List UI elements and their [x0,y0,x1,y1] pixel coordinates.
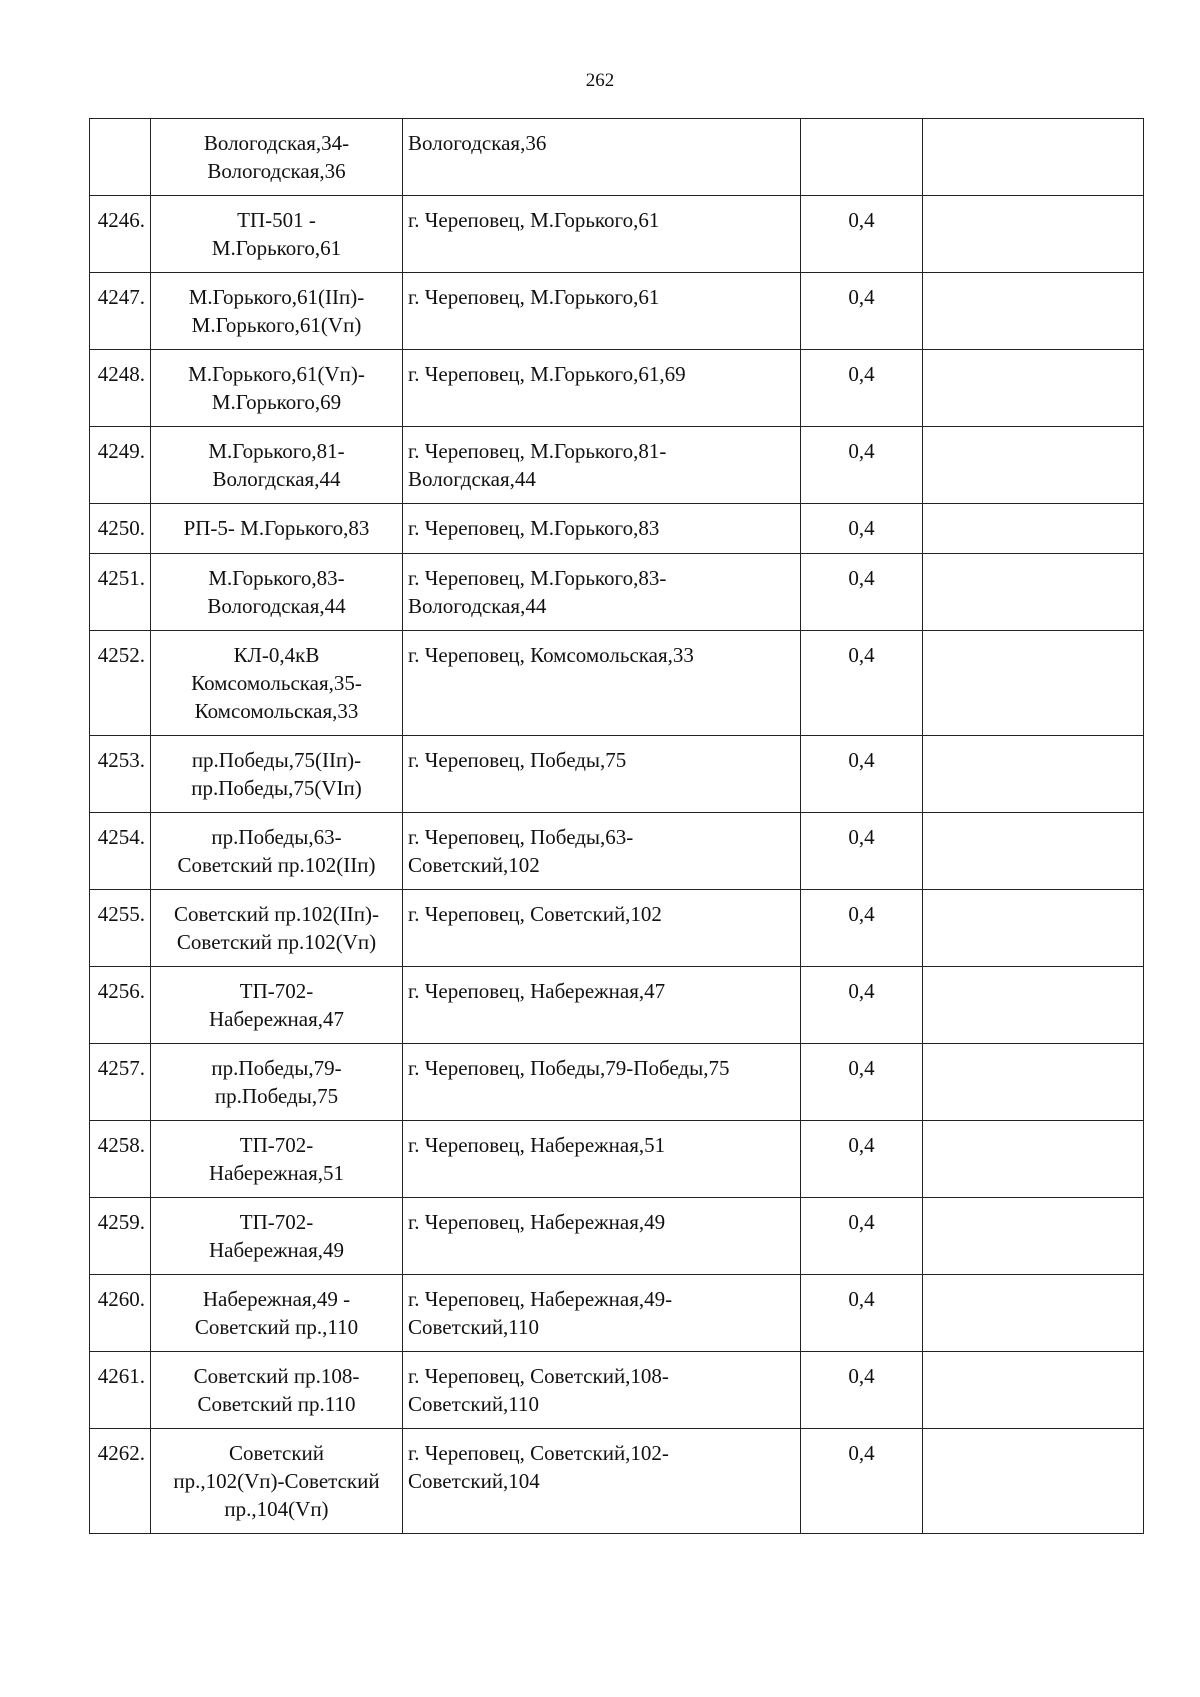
line-voltage: 0,4 [801,631,923,736]
line-name-part: пр.Победы,75(IIп)- [191,748,362,772]
line-name-part: ТП-702- [239,1210,314,1234]
line-address-part: г. Череповец, Советский,108- [408,1364,669,1388]
line-address [403,813,801,890]
row-number: 4251. [90,554,151,631]
line-name-part: М.Горького,83- [208,566,345,590]
line-name-part: Советский пр.,110 [194,1315,359,1339]
line-voltage: 0,4 [801,1121,923,1198]
line-address [403,631,801,736]
line-address-part: г. Череповец, Победы,75 [408,748,627,772]
table-row [90,1275,1144,1352]
line-name-part: Набережная,49 - [202,1287,351,1311]
empty-cell [923,1044,1144,1121]
line-name-part: пр.Победы,75 [214,1084,339,1108]
row-number: 4259. [90,1198,151,1275]
line-name-part: Набережная,51 [208,1161,344,1185]
line-address [403,1275,801,1352]
empty-cell [923,1198,1144,1275]
line-name-part: Комсомольская,33 [194,699,359,723]
line-address-part: Советский,104 [408,1469,540,1493]
line-name-part: Вологдская,44 [212,467,341,491]
row-number: 4257. [90,1044,151,1121]
empty-cell [923,427,1144,504]
row-number: 4256. [90,967,151,1044]
line-name [151,350,403,427]
line-name-part: РП-5- М.Горького,83 [183,516,370,540]
row-number: 4254. [90,813,151,890]
line-name-part: Вологодская,34- [203,131,350,155]
row-number: 4247. [90,273,151,350]
line-name-part: Советский пр.102(IIп)- [174,902,379,926]
line-name [151,813,403,890]
row-number: 4248. [90,350,151,427]
table-row [90,504,1144,554]
line-address-part: г. Череповец, Набережная,49- [408,1287,673,1311]
line-name [151,1275,403,1352]
empty-cell [923,1352,1144,1429]
table-row [90,813,1144,890]
row-number: 4262. [90,1429,151,1534]
empty-cell [923,504,1144,554]
line-name [151,1121,403,1198]
line-name-part: М.Горького,61(IIп)- [188,285,365,309]
line-name-part: Набережная,49 [208,1238,344,1262]
line-name [151,1044,403,1121]
table-row [90,1121,1144,1198]
line-name-part: М.Горького,81- [208,439,345,463]
line-voltage: 0,4 [801,1352,923,1429]
line-voltage: 0,4 [801,427,923,504]
table-row [90,273,1144,350]
line-name [151,967,403,1044]
line-name [151,890,403,967]
line-name [151,196,403,273]
line-voltage: 0,4 [801,196,923,273]
line-voltage: 0,4 [801,273,923,350]
line-name-part: Советский пр.108- [193,1364,360,1388]
line-name [151,1198,403,1275]
line-name [151,1352,403,1429]
empty-cell [923,273,1144,350]
line-address [403,350,801,427]
line-voltage: 0,4 [801,554,923,631]
row-number: 4255. [90,890,151,967]
line-address [403,1198,801,1275]
line-address-part: г. Череповец, М.Горького,61,69 [408,362,686,386]
line-voltage: 0,4 [801,1044,923,1121]
line-address-part: г. Череповец, М.Горького,61 [408,285,660,309]
line-address-part: г. Череповец, Победы,79-Победы,75 [408,1056,730,1080]
row-number: 4252. [90,631,151,736]
row-number: 4250. [90,504,151,554]
table-row [90,350,1144,427]
table-row [90,427,1144,504]
empty-cell [923,1429,1144,1534]
line-name-part: Советский [228,1441,325,1465]
row-number: 4249. [90,427,151,504]
line-address [403,504,801,554]
line-address-part: г. Череповец, Победы,63- [408,825,634,849]
line-address-part: Вологодская,44 [408,594,547,618]
empty-cell [923,890,1144,967]
line-voltage: 0,4 [801,736,923,813]
line-address-part: Советский,110 [408,1392,540,1416]
row-number [90,119,151,196]
page-number: 262 [585,70,615,91]
empty-cell [923,119,1144,196]
line-name [151,504,403,554]
line-name [151,736,403,813]
line-name-part: пр.Победы,63- [211,825,342,849]
line-name [151,427,403,504]
line-address-part: г. Череповец, Советский,102 [408,902,662,926]
line-name-part: пр.Победы,79- [211,1056,342,1080]
line-address [403,554,801,631]
row-number: 4253. [90,736,151,813]
table-row [90,1429,1144,1534]
line-name-part: пр.,102(Vп)-Советский [173,1469,380,1493]
line-voltage: 0,4 [801,813,923,890]
line-voltage: 0,4 [801,350,923,427]
empty-cell [923,736,1144,813]
line-name-part: Советский пр.102(IIп) [177,853,376,877]
line-address-part: г. Череповец, Набережная,49 [408,1210,666,1234]
line-name-part: пр.Победы,75(VIп) [191,776,362,800]
line-name-part: М.Горького,61 [211,236,342,260]
line-address [403,196,801,273]
line-address [403,1352,801,1429]
line-name [151,119,403,196]
empty-cell [923,813,1144,890]
registry-table-body [90,119,1144,1534]
line-address-part: г. Череповец, М.Горького,81- [408,439,667,463]
line-address-part: г. Череповец, Комсомольская,33 [408,643,694,667]
table-row [90,119,1144,196]
line-address-part: Советский,110 [408,1315,540,1339]
line-name [151,631,403,736]
table-row [90,196,1144,273]
table-row [90,736,1144,813]
line-address-part: Вологодская,36 [408,131,547,155]
empty-cell [923,196,1144,273]
row-number: 4261. [90,1352,151,1429]
line-voltage: 0,4 [801,1198,923,1275]
table-row [90,1352,1144,1429]
line-name-part: Вологодская,44 [207,594,346,618]
line-name [151,1429,403,1534]
empty-cell [923,631,1144,736]
line-address [403,890,801,967]
line-name-part: М.Горького,61(Vп)- [188,362,365,386]
table-row [90,1044,1144,1121]
empty-cell [923,350,1144,427]
table-row [90,631,1144,736]
line-address-part: г. Череповец, М.Горького,83- [408,566,667,590]
table-row [90,890,1144,967]
line-address-part: г. Череповец, Набережная,47 [408,979,666,1003]
line-name-part: Набережная,47 [208,1007,344,1031]
line-address [403,1121,801,1198]
empty-cell [923,1275,1144,1352]
line-name-part: Советский пр.110 [197,1392,356,1416]
table-row [90,554,1144,631]
line-address [403,736,801,813]
line-address-part: Вологдская,44 [408,467,536,491]
line-name-part: Советский пр.102(Vп) [176,930,377,954]
line-voltage: 0,4 [801,1429,923,1534]
line-voltage: 0,4 [801,890,923,967]
registry-table [89,118,1144,1534]
line-name-part: М.Горького,69 [211,390,342,414]
line-name [151,554,403,631]
line-voltage: 0,4 [801,1275,923,1352]
line-address-part: Советский,102 [408,853,540,877]
line-address [403,427,801,504]
line-name-part: Вологодская,36 [207,159,346,183]
empty-cell [923,967,1144,1044]
row-number: 4246. [90,196,151,273]
line-address [403,1429,801,1534]
line-voltage [801,119,923,196]
line-name-part: КЛ-0,4кВ [233,643,320,667]
line-name-part: пр.,104(Vп) [224,1497,329,1521]
empty-cell [923,554,1144,631]
line-voltage: 0,4 [801,504,923,554]
line-address-part: г. Череповец, Набережная,51 [408,1133,666,1157]
line-address-part: г. Череповец, М.Горького,61 [408,208,660,232]
line-address-part: г. Череповец, Советский,102- [408,1441,669,1465]
row-number: 4258. [90,1121,151,1198]
row-number: 4260. [90,1275,151,1352]
line-name-part: ТП-702- [239,979,314,1003]
table-row [90,967,1144,1044]
line-voltage: 0,4 [801,967,923,1044]
line-address-part: г. Череповец, М.Горького,83 [408,516,660,540]
line-name [151,273,403,350]
line-address [403,1044,801,1121]
line-address [403,273,801,350]
line-address [403,119,801,196]
line-address [403,967,801,1044]
line-name-part: Комсомольская,35- [191,671,362,695]
line-name-part: ТП-501 - [237,208,316,232]
empty-cell [923,1121,1144,1198]
line-name-part: ТП-702- [239,1133,314,1157]
line-name-part: М.Горького,61(Vп) [191,313,362,337]
table-row [90,1198,1144,1275]
